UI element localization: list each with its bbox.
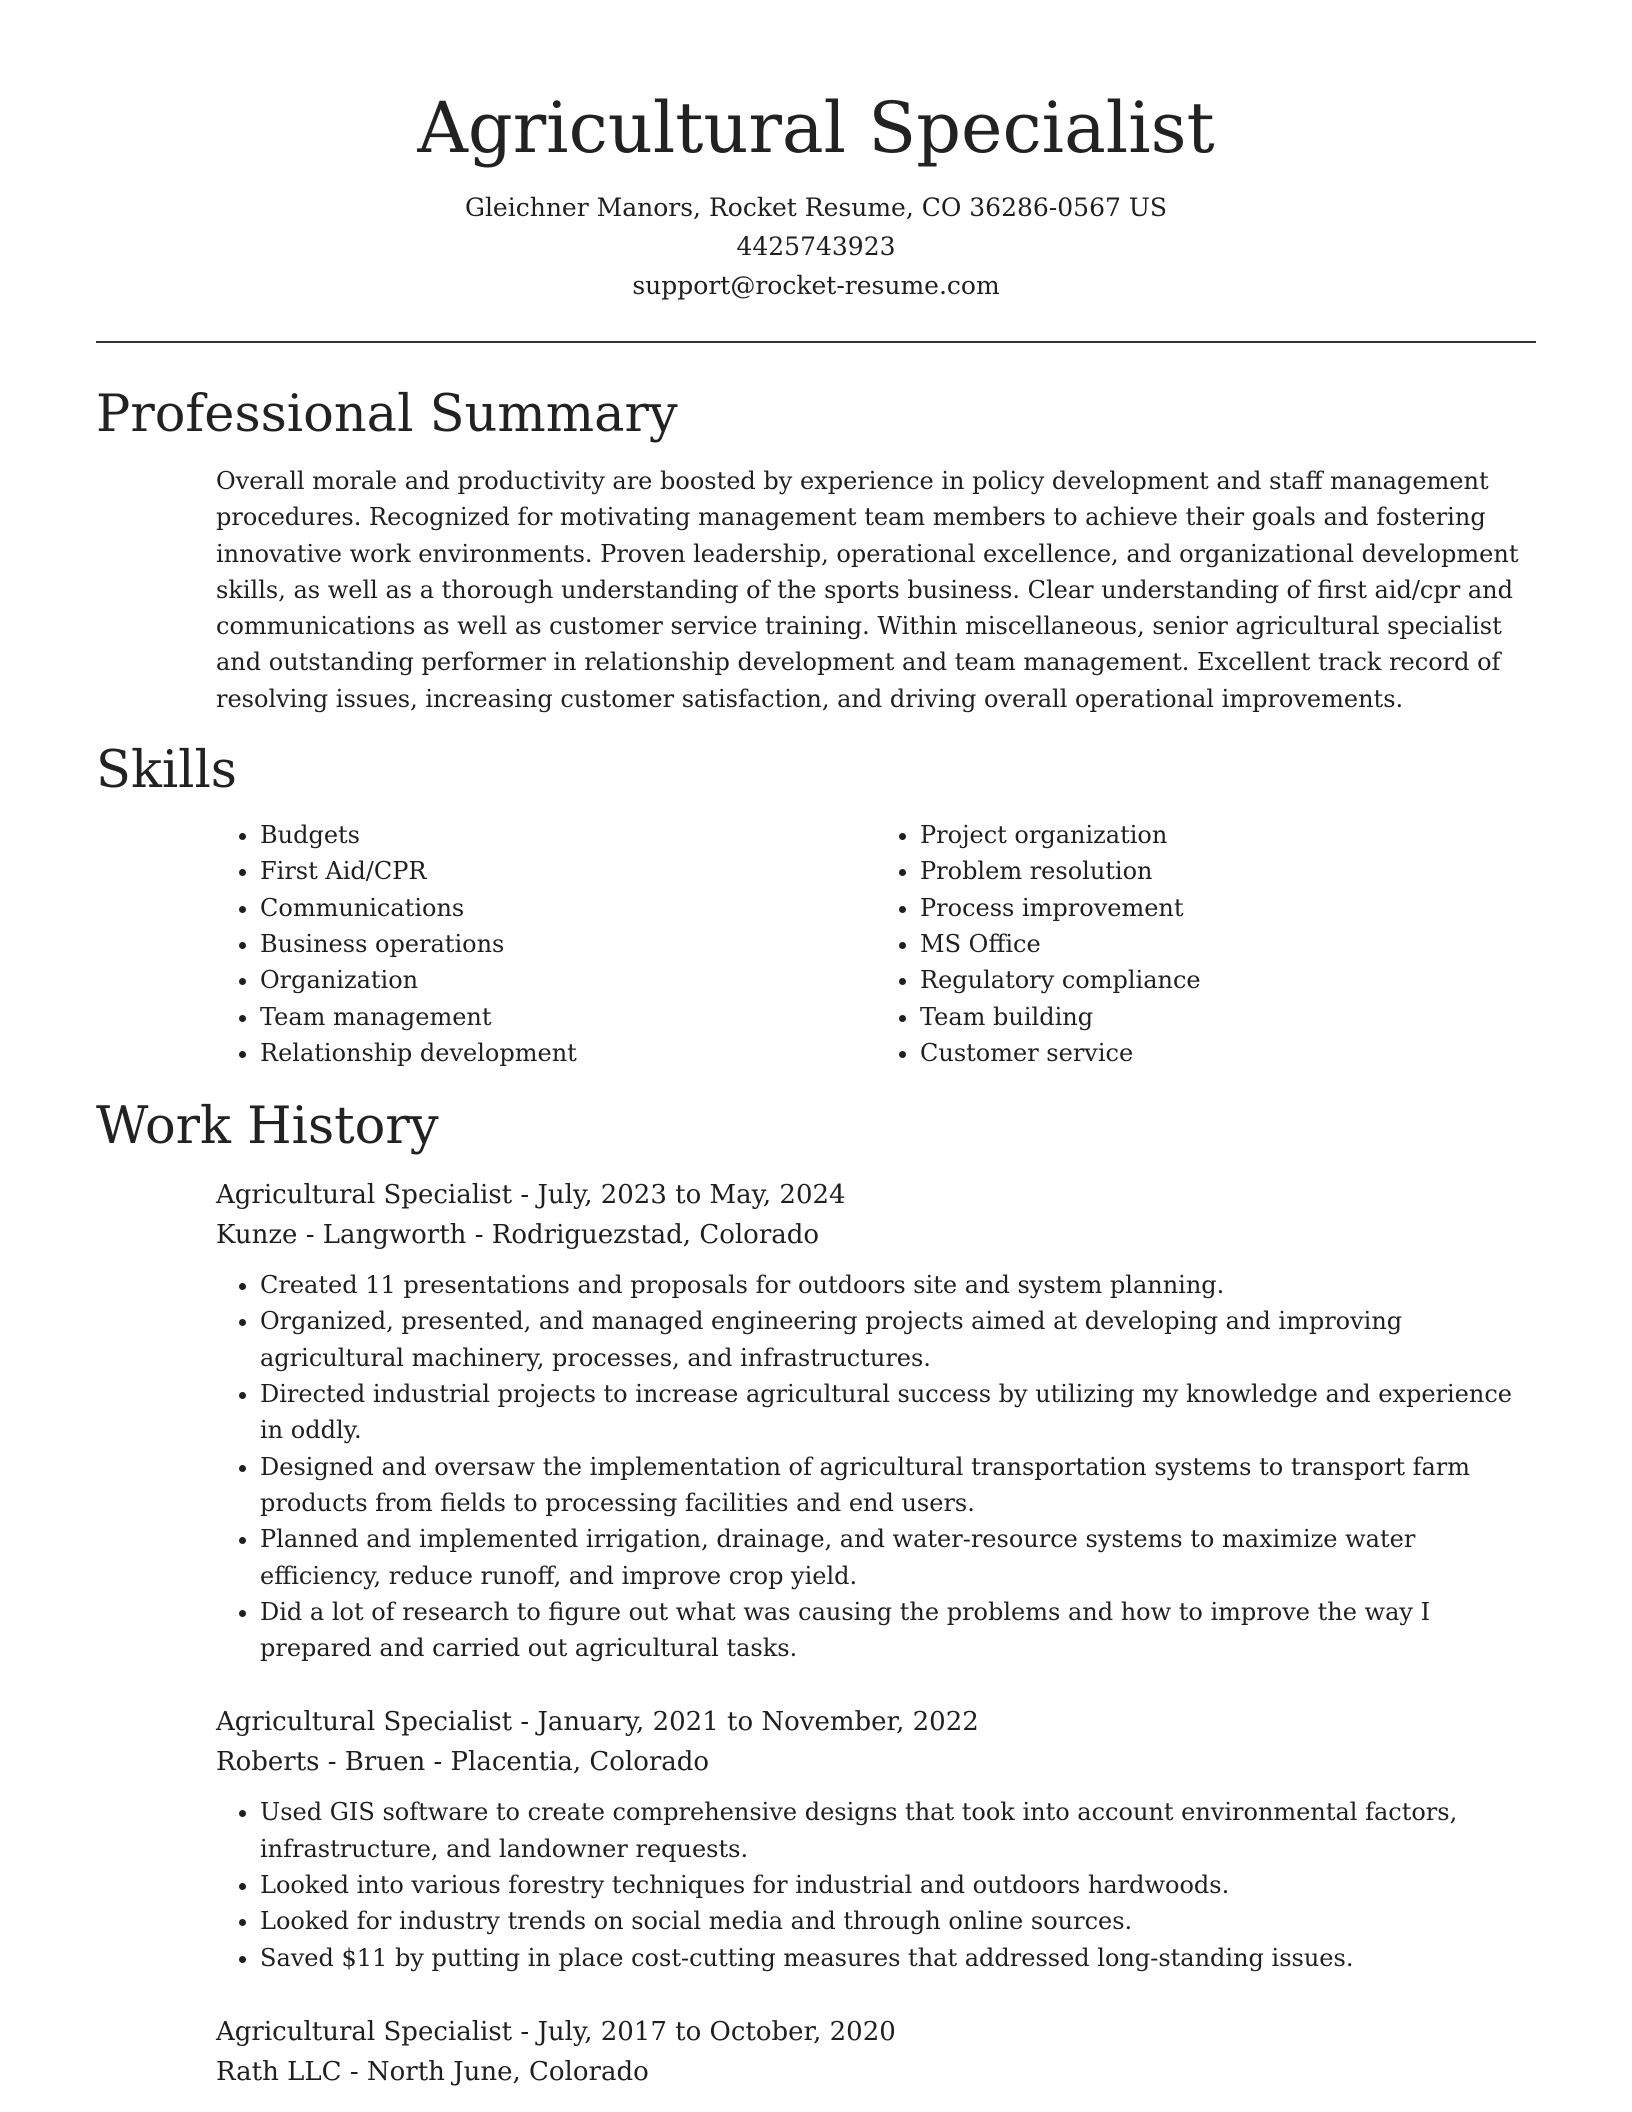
job-entry <box>216 1175 1536 1666</box>
job-title: Agricultural Specialist <box>216 1707 513 1738</box>
job-title-line: Agricultural Specialist - July, 2017 to October, 2020 <box>216 2016 896 2047</box>
skill-item: • First Aid/CPR <box>260 853 876 889</box>
skills-column-left <box>216 817 876 1071</box>
contact-address: Gleichner Manors, Rocket Resume, CO 36286-0567 US <box>464 193 1168 222</box>
skill-item: • Team management <box>260 999 876 1035</box>
job-bullets <box>216 1267 1536 1666</box>
job-title-line: Agricultural Specialist - July, 2023 to May, 2024 <box>216 1180 846 1211</box>
job-bullets <box>216 1794 1536 1975</box>
professional-summary-section <box>96 381 1536 717</box>
job-title-line: Agricultural Specialist - January, 2021 to November, 2022 <box>216 1707 979 1738</box>
job-bullet: • Used GIS software to create comprehensive designs that took into account environmental factors, infrastructure, and landowner requests. <box>260 1794 1536 1867</box>
candidate-name: Agricultural Specialist <box>417 87 1215 169</box>
job-company: Kunze - Langworth <box>216 1220 467 1251</box>
job-bullet: • Planned and implemented irrigation, drainage, and water-resource systems to maximize water efficiency, reduce runoff, and improve crop yield. <box>260 1521 1536 1594</box>
job-bullet: • Created 11 presentations and proposals for outdoors site and system planning. <box>260 1267 1536 1303</box>
contact-block <box>96 188 1536 305</box>
job-dates: July, 2023 to May, 2024 <box>537 1180 846 1211</box>
job-dates: January, 2021 to November, 2022 <box>537 1707 979 1738</box>
skill-item: • Budgets <box>260 817 876 853</box>
job-location: Rodriguezstad, Colorado <box>491 1220 820 1251</box>
job-bullet: • Organized, presented, and managed engineering projects aimed at developing and improving agricultural machinery, processes, and infrastructures. <box>260 1303 1536 1376</box>
skill-item: • Communications <box>260 890 876 926</box>
skills-section <box>96 737 1536 1071</box>
work-history-section <box>96 1093 1536 2092</box>
skill-item: • Project organization <box>920 817 1536 853</box>
skill-item: • Team building <box>920 999 1536 1035</box>
job-entry <box>216 1702 1536 1975</box>
skills-grid <box>216 817 1536 1071</box>
job-company-line: Roberts - Bruen - Placentia, Colorado <box>216 1747 710 1778</box>
job-company: Rath LLC <box>216 2056 342 2087</box>
skill-item: • Regulatory compliance <box>920 962 1536 998</box>
header-divider <box>96 341 1536 343</box>
job-bullet: • Looked into various forestry techniques for industrial and outdoors hardwoods. <box>260 1867 1536 1903</box>
job-company-line: Kunze - Langworth - Rodriguezstad, Colorado <box>216 1220 820 1251</box>
job-title: Agricultural Specialist <box>216 1180 513 1211</box>
skill-item: • Business operations <box>260 926 876 962</box>
section-title-summary: Professional Summary <box>96 385 678 444</box>
job-entry <box>216 2012 1536 2092</box>
section-title-skills: Skills <box>96 741 237 801</box>
skill-item: • Customer service <box>920 1035 1536 1071</box>
contact-phone: 4425743923 <box>736 232 896 261</box>
job-dates: July, 2017 to October, 2020 <box>537 2016 896 2047</box>
job-title: Agricultural Specialist <box>216 2016 513 2047</box>
job-location: Placentia, Colorado <box>450 1747 710 1778</box>
skill-item: • Problem resolution <box>920 853 1536 889</box>
skill-item: • MS Office <box>920 926 1536 962</box>
skill-item: • Organization <box>260 962 876 998</box>
summary-text: Overall morale and productivity are boosted by experience in policy development and staff management procedures. Recognized for motivating management team members to achieve their goals and fostering innovative work environments. Proven leadership, operational excellence, and organizational development skills, as well as a thorough understanding of the sports business. Clear understanding of first aid/cpr and communications as well as customer service training. Within miscellaneous, senior agricultural specialist and outstanding performer in relationship development and team management. Excellent track record of resolving issues, increasing customer satisfaction, and driving overall operational improvements. <box>216 467 1519 713</box>
job-company-line: Rath LLC - North June, Colorado <box>216 2056 649 2087</box>
resume-header <box>96 0 1536 305</box>
skill-item: • Relationship development <box>260 1035 876 1071</box>
job-bullet: • Designed and oversaw the implementation of agricultural transportation systems to transport farm products from fields to processing facilities and end users. <box>260 1449 1536 1522</box>
job-bullet: • Did a lot of research to figure out what was causing the problems and how to improve the way I prepared and carried out agricultural tasks. <box>260 1594 1536 1667</box>
section-title-work-history: Work History <box>96 1097 439 1157</box>
job-bullet: • Looked for industry trends on social media and through online sources. <box>260 1903 1536 1939</box>
job-bullet: • Directed industrial projects to increase agricultural success by utilizing my knowledge and experience in oddly. <box>260 1376 1536 1449</box>
job-location: North June, Colorado <box>366 2056 649 2087</box>
contact-email: support@rocket-resume.com <box>632 271 1000 300</box>
skills-column-right <box>876 817 1536 1071</box>
job-bullet: • Saved $11 by putting in place cost-cutting measures that addressed long-standing issues. <box>260 1940 1536 1976</box>
skill-item: • Process improvement <box>920 890 1536 926</box>
job-company: Roberts - Bruen <box>216 1747 426 1778</box>
